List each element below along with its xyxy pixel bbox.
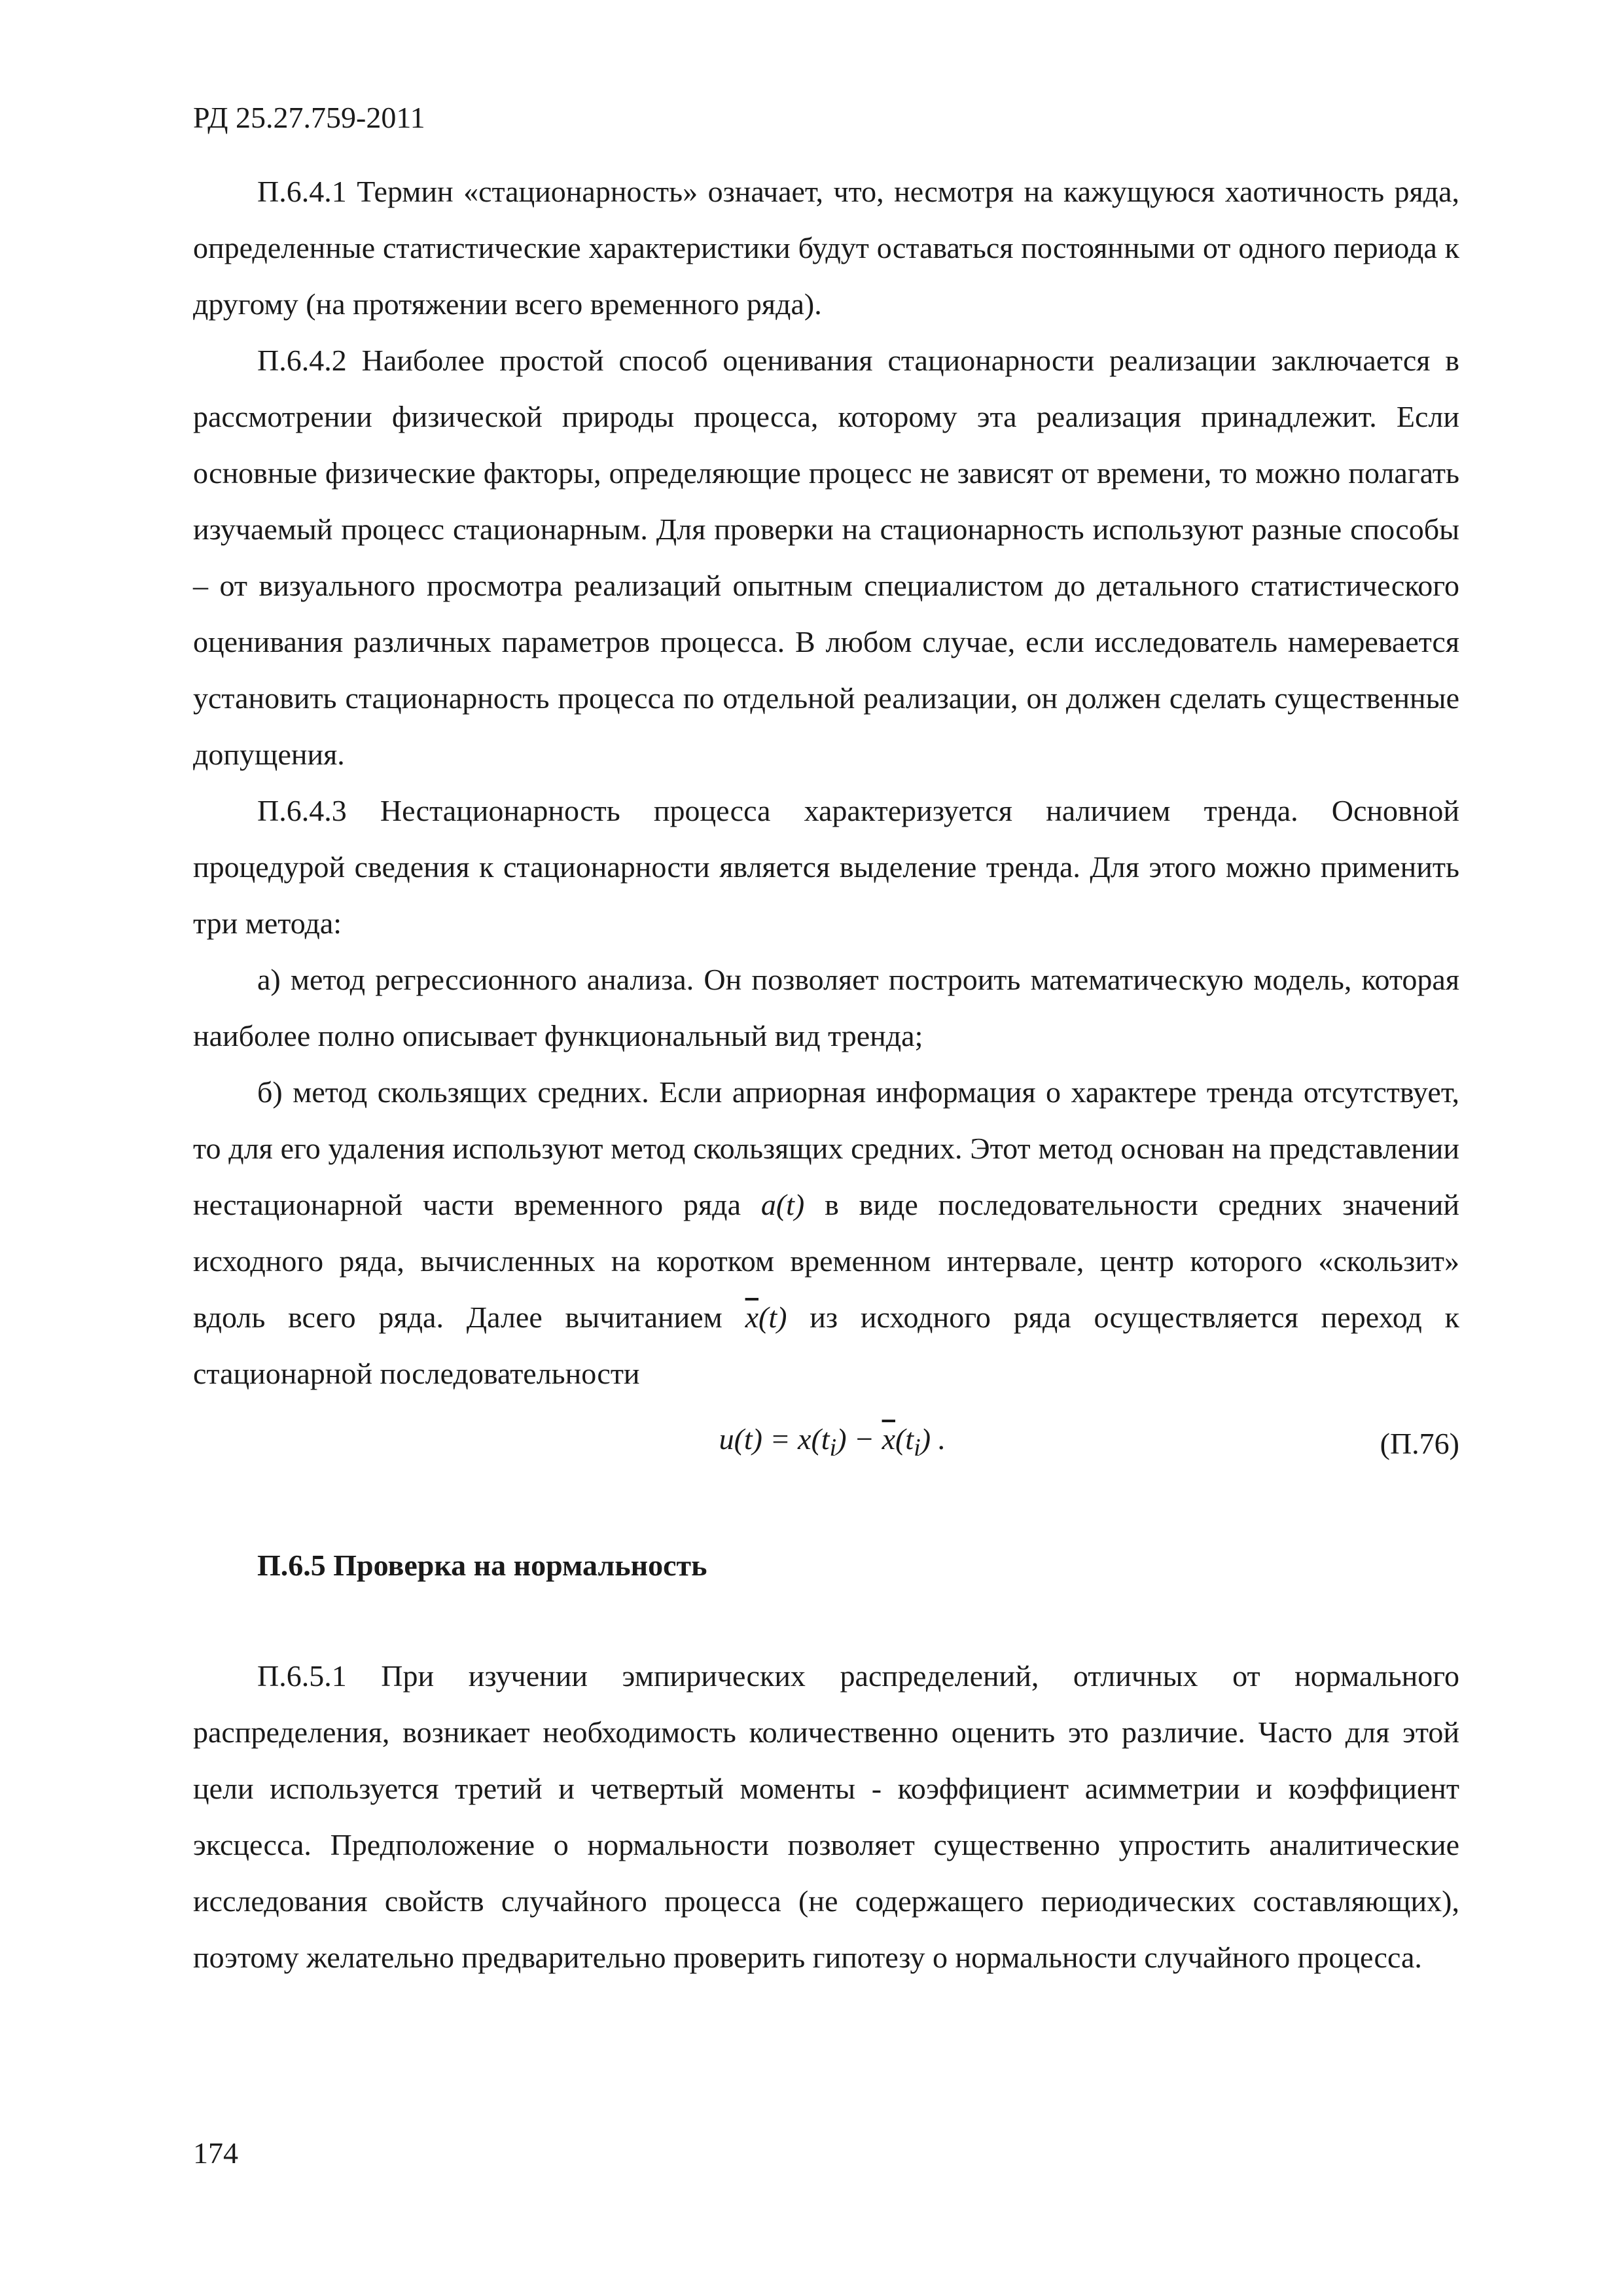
math-xbar-of-t xyxy=(745,1300,787,1334)
page-number: 174 xyxy=(193,2136,238,2170)
paragraph-6-5-1: П.6.5.1 При изучении эмпирических распределений, отличных от нормального распределения, возникает необходимость количественно оценить это различие. Часто для этой цели используется третий и четвертый моменты - коэффициент асимметрии и коэффициент эксцесса. Предположение о нормальности позволяет существенно упростить аналитические исследования свойств случайного процесса (не содержащего периодических составляющих), поэтому желательно предварительно проверить гипотезу о нормальности случайного процесса. xyxy=(193,1659,1459,1974)
math-xbar-base: $\overline{x}$ xyxy=(745,1300,759,1334)
paragraph-6-4-1: П.6.4.1 Термин «стационарность» означает, что, несмотря на кажущуюся хаотичность ряда, определенные статистические характеристики будут оставаться постоянными от одного периода к другому (на протяжении всего временного ряда). xyxy=(193,175,1459,321)
math-xbar-arg: (t) xyxy=(758,1300,787,1334)
item-b-text-2: в виде последовательности средних значений исходного ряда, вычисленных на коротком временном интервале, центр которого «скользит» вдоль всего ряда. Далее вычитанием xyxy=(193,1188,1459,1334)
paragraph-6-4-3: П.6.4.3 Нестационарность процесса характеризуется наличием тренда. Основной процедурой сведения к стационарности является выделение тренда. Для этого можно применить три метода: xyxy=(193,794,1459,940)
formula-sub-2: i xyxy=(914,1434,921,1462)
formula-number: (П.76) xyxy=(1380,1427,1459,1460)
item-b-text-3: из исходного ряда осуществляется переход к стационарной последовательности xyxy=(193,1300,1459,1390)
formula-end: ) . xyxy=(920,1422,946,1456)
item-b-text-1: б) метод скользящих средних. Если априорная информация о характере тренда отсутствует, то для его удаления используют метод скользящих средних. Этот метод основан на представлении нестационарной части временного ряда xyxy=(193,1075,1459,1221)
formula-sub-1: i xyxy=(829,1434,837,1462)
section-heading: П.6.5 Проверка на нормальность xyxy=(257,1549,707,1582)
paragraph-6-4-2: П.6.4.2 Наиболее простой способ оценивания стационарности реализации заключается в рассмотрении физической природы процесса, которому эта реализация принадлежит. Если основные физические факторы, определяющие процесс не зависят от времени, то можно полагать изучаемый процесс стационарным. Для проверки на стационарность используют разные способы – от визуального просмотра реализаций опытным специалистом до детального статистического оценивания различных параметров процесса. В любом случае, если исследователь намеревается установить стационарность процесса по отдельной реализации, он должен сделать существенные допущения. xyxy=(193,344,1459,771)
formula-lhs: u(t) = x(t xyxy=(719,1422,830,1456)
list-item-b xyxy=(193,1064,1459,1402)
formula-p76 xyxy=(193,1405,1459,1483)
list-item-a: а) метод регрессионного анализа. Он позволяет построить математическую модель, которая наиболее полно описывает функциональный вид тренда; xyxy=(193,963,1459,1052)
formula-xbar: $\overline{x}$ xyxy=(882,1422,895,1456)
formula-expression xyxy=(193,1411,1380,1476)
formula-mid: ) − xyxy=(836,1422,882,1456)
document-code: РД 25.27.759-2011 xyxy=(193,101,425,134)
math-a-of-t: a(t) xyxy=(760,1188,805,1221)
formula-mid-2: (t xyxy=(895,1422,914,1456)
page-content xyxy=(193,164,1459,1986)
